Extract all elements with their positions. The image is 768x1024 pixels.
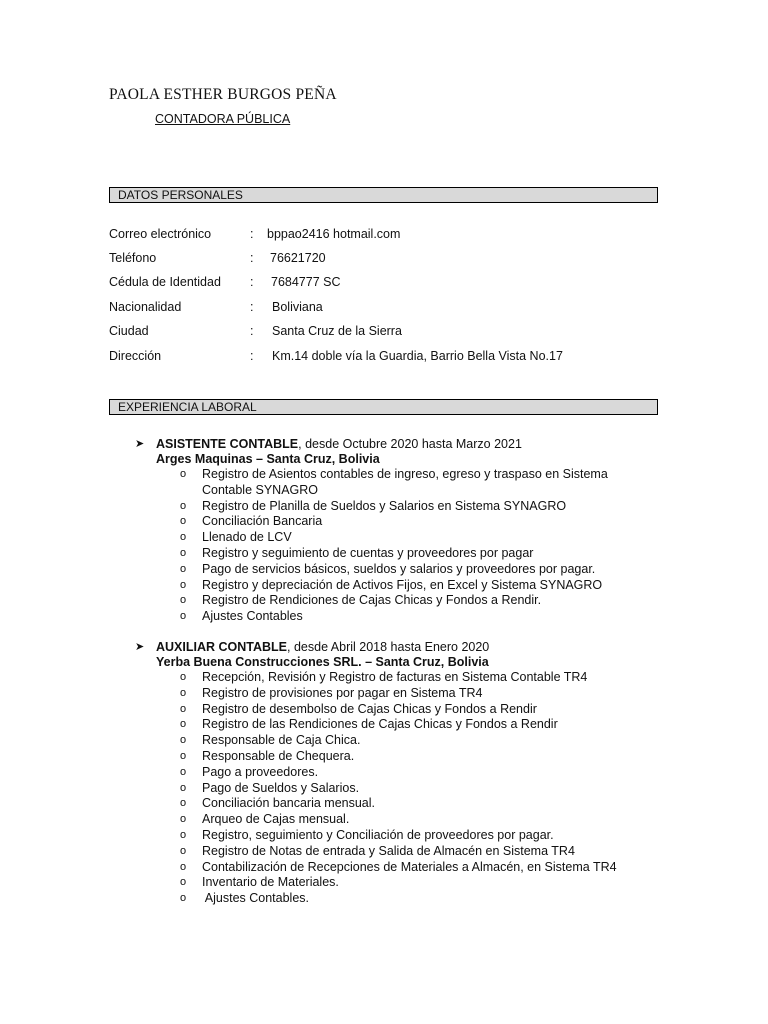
list-item [135, 546, 655, 562]
task-text: Responsable de Chequera. [202, 748, 355, 763]
info-value: Km.14 doble vía la Guardia, Barrio Bella Vista No.17 [272, 349, 563, 363]
info-value: 76621720 [270, 251, 326, 265]
info-colon: : [250, 275, 254, 289]
info-colon: : [250, 349, 254, 363]
circle-bullet-icon: o [180, 797, 187, 810]
task-text: Ajustes Contables. [202, 891, 310, 906]
job-title: AUXILIAR CONTABLE [156, 640, 288, 654]
task-text: Contabilización de Recepciones de Materiales a Almacén, en Sistema TR4 [202, 859, 617, 874]
job-entry [135, 437, 655, 625]
job-entry [135, 640, 655, 907]
list-item [135, 686, 655, 702]
info-colon: : [250, 251, 254, 265]
list-item [135, 733, 655, 749]
info-label: Nacionalidad [109, 300, 182, 314]
candidate-name: PAOLA ESTHER BURGOS PEÑA [109, 86, 337, 103]
list-item [135, 765, 655, 781]
info-label: Teléfono [109, 251, 157, 265]
task-text: Registro y depreciación de Activos Fijos, en Excel y Sistema SYNAGRO [202, 577, 603, 592]
circle-bullet-icon: o [180, 765, 187, 778]
job-header [135, 437, 655, 452]
info-colon: : [250, 324, 254, 338]
job-header [135, 640, 655, 655]
task-text: Pago a proveedores. [202, 764, 319, 779]
task-text: Llenado de LCV [202, 530, 292, 545]
list-item [135, 530, 655, 546]
task-text: Registro de desembolso de Cajas Chicas y Fondos a Rendir [202, 701, 537, 716]
circle-bullet-icon: o [180, 468, 187, 480]
section-header-personal [109, 187, 658, 203]
task-text: Recepción, Revisión y Registro de facturas en Sistema Contable TR4 [202, 670, 588, 684]
task-text: Registro de las Rendiciones de Cajas Chicas y Fondos a Rendir [202, 717, 558, 732]
task-text: Conciliación bancaria mensual. [202, 796, 376, 811]
circle-bullet-icon: o [180, 828, 187, 841]
circle-bullet-icon: o [180, 813, 187, 826]
circle-bullet-icon: o [180, 734, 187, 747]
task-text: Registro y seguimiento de cuentas y proveedores por pagar [202, 545, 534, 560]
info-value: Santa Cruz de la Sierra [272, 324, 402, 338]
task-text: Ajustes Contables [202, 609, 303, 624]
job-period: , desde Octubre 2020 hasta Marzo 2021 [298, 437, 522, 451]
task-text: Pago de servicios básicos, sueldos y salarios y proveedores por pagar. [202, 561, 596, 576]
list-item [135, 828, 655, 844]
info-label: Cédula de Identidad [109, 275, 221, 289]
task-text: Registro, seguimiento y Conciliación de proveedores por pagar. [202, 827, 554, 842]
task-text: Registro de provisiones por pagar en Sistema TR4 [202, 685, 483, 700]
task-text: Registro de Notas de entrada y Salida de Almacén en Sistema TR4 [202, 843, 575, 858]
circle-bullet-icon: o [180, 531, 187, 544]
circle-bullet-icon: o [180, 702, 187, 715]
circle-bullet-icon: o [180, 860, 187, 873]
section-title: EXPERIENCIA LABORAL [118, 400, 257, 414]
circle-bullet-icon: o [180, 892, 187, 905]
circle-bullet-icon: o [180, 686, 187, 699]
circle-bullet-icon: o [180, 718, 187, 731]
list-item [135, 562, 655, 578]
circle-bullet-icon: o [180, 562, 187, 575]
task-text: Conciliación Bancaria [202, 514, 323, 529]
info-colon: : [250, 227, 254, 241]
job-title-line [156, 640, 489, 655]
circle-bullet-icon: o [180, 671, 187, 683]
circle-bullet-icon: o [180, 499, 187, 512]
list-item [135, 812, 655, 828]
task-text: Arqueo de Cajas mensual. [202, 812, 350, 827]
list-item [135, 499, 655, 515]
info-label: Dirección [109, 349, 162, 363]
circle-bullet-icon: o [180, 546, 187, 559]
list-item [135, 593, 655, 609]
company-name: Yerba Buena Construcciones SRL. – Santa Cruz, Bolivia [156, 655, 489, 669]
list-item [135, 609, 655, 625]
list-item [135, 844, 655, 860]
list-item [135, 796, 655, 812]
circle-bullet-icon: o [180, 515, 187, 528]
job-title-line [156, 437, 522, 452]
task-text: Inventario de Materiales. [202, 875, 339, 890]
job-period: , desde Abril 2018 hasta Enero 2020 [287, 640, 490, 654]
list-item [135, 467, 655, 499]
list-item [135, 891, 655, 907]
task-text: Registro de Asientos contables de ingreso, egreso y traspaso en Sistema Contable SYNAGRO [202, 467, 608, 497]
list-item [135, 578, 655, 594]
task-list [135, 467, 655, 625]
list-item [135, 781, 655, 797]
list-item [135, 717, 655, 733]
task-text: Pago de Sueldos y Salarios. [202, 780, 360, 795]
circle-bullet-icon: o [180, 781, 187, 794]
info-value: 7684777 SC [271, 275, 341, 289]
info-label: Correo electrónico [109, 227, 212, 241]
list-item [135, 749, 655, 765]
section-title: DATOS PERSONALES [118, 188, 243, 202]
circle-bullet-icon: o [180, 876, 187, 889]
section-header-experience [109, 399, 658, 415]
task-list [135, 670, 655, 907]
circle-bullet-icon: o [180, 610, 187, 623]
info-label: Ciudad [109, 324, 149, 338]
list-item [135, 514, 655, 530]
info-value: Boliviana [272, 300, 323, 314]
list-item [135, 860, 655, 876]
circle-bullet-icon: o [180, 578, 187, 591]
profession-title: CONTADORA PÚBLICA [155, 112, 291, 126]
circle-bullet-icon: o [180, 749, 187, 762]
list-item [135, 875, 655, 891]
arrow-bullet-icon: ➤ [135, 641, 145, 653]
company-name: Arges Maquinas – Santa Cruz, Bolivia [156, 452, 380, 466]
list-item [135, 702, 655, 718]
task-text: Registro de Rendiciones de Cajas Chicas y Fondos a Rendir. [202, 593, 542, 608]
task-text: Registro de Planilla de Sueldos y Salarios en Sistema SYNAGRO [202, 498, 567, 513]
circle-bullet-icon: o [180, 844, 187, 857]
arrow-bullet-icon: ➤ [135, 438, 145, 450]
task-text: Responsable de Caja Chica. [202, 733, 361, 748]
list-item [135, 670, 655, 686]
info-value: bppao2416 hotmail.com [267, 227, 401, 241]
job-title: ASISTENTE CONTABLE [156, 437, 299, 451]
info-colon: : [250, 300, 254, 314]
circle-bullet-icon: o [180, 594, 187, 607]
